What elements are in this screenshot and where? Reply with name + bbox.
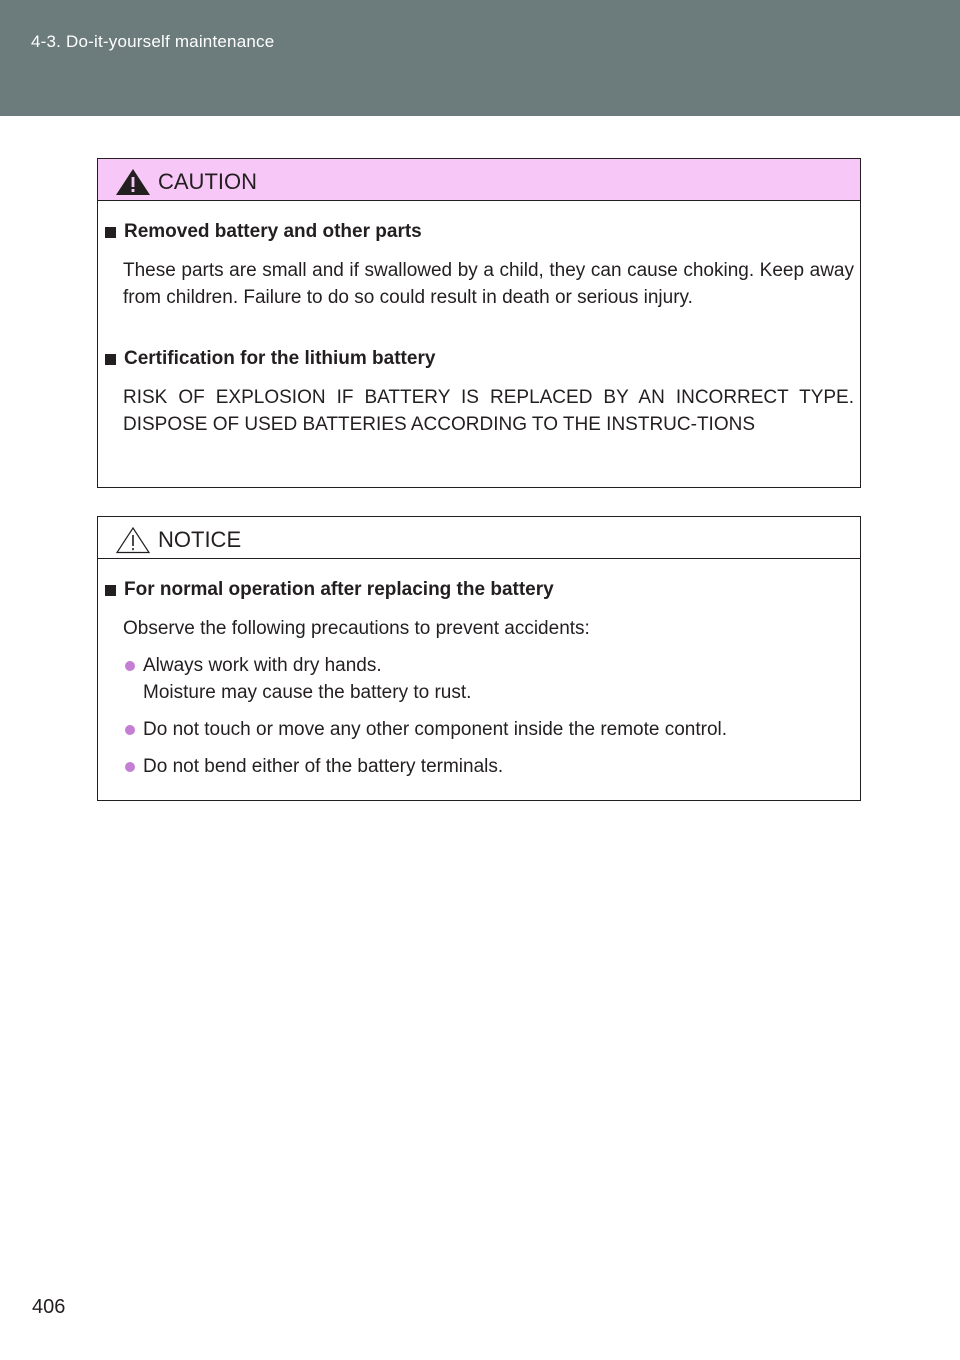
section-title: 4-3. Do-it-yourself maintenance [31,32,275,51]
caution-header [98,159,860,201]
round-bullet-icon [125,725,135,735]
round-bullet-icon [125,661,135,671]
heading-text: For normal operation after replacing the battery [124,579,554,600]
list-item-line: Moisture may cause the battery to rust. [143,682,472,703]
notice-header [98,517,860,559]
page-number: 406 [32,1296,66,1318]
caution-box [97,158,861,488]
heading-text: Certification for the lithium battery [124,348,436,369]
list-item-text: Do not bend either of the battery terminals. [143,756,504,777]
square-bullet-icon [105,227,116,238]
caution-heading-2 [105,348,435,370]
list-item-line: Always work with dry hands. [143,655,382,676]
notice-box [97,516,861,801]
caution-text-2: RISK OF EXPLOSION IF BATTERY IS REPLACED BY AN INCORRECT TYPE. DISPOSE OF USED BATTERIES ACCORDING TO THE INSTRUC-TIONS [123,387,854,435]
notice-heading [105,579,554,601]
round-bullet-icon [125,762,135,772]
caution-heading-1 [105,221,422,243]
list-item [125,753,503,780]
page-header [0,0,960,116]
caution-label: CAUTION [158,169,257,194]
warning-triangle-filled-icon [115,168,151,196]
list-item-text: Do not touch or move any other component inside the remote control. [143,719,728,740]
warning-triangle-outline-icon [115,526,151,554]
list-item [125,652,471,706]
caution-text-1: These parts are small and if swallowed by a child, they can cause choking. Keep away from children. Failure to do so could result in death or serious injury. [123,260,854,308]
notice-label: NOTICE [158,527,242,552]
square-bullet-icon [105,354,116,365]
square-bullet-icon [105,585,116,596]
heading-text: Removed battery and other parts [124,221,422,242]
notice-intro: Observe the following precautions to prevent accidents: [123,618,590,639]
list-item-text [143,652,471,706]
list-item [125,716,727,743]
